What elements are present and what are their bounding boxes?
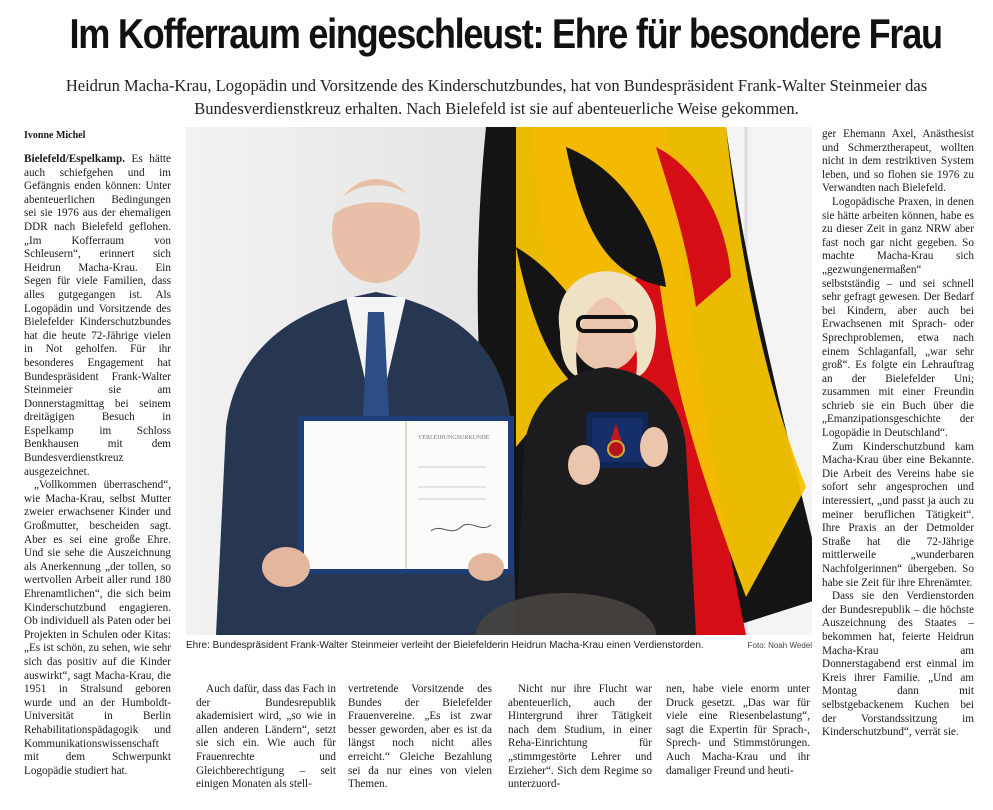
article-headline: Im Kofferraum eingeschleust: Ehre für besondere Frau [69, 10, 942, 57]
caption-text: Ehre: Bundespräsident Frank-Walter Steinmeier verleiht der Bielefelderin Heidrun Macha-Krau einen Verdienstorden. [186, 640, 704, 651]
article-photo [186, 127, 812, 635]
certificate-heading: VERLEIHUNGSURKUNDE [418, 435, 490, 441]
paragraph [24, 153, 171, 479]
article-subline: Heidrun Macha-Krau, Logopädin und Vorsitzende des Kinderschutzbundes, hat von Bundespräsident Frank-Walter Steinmeier das Bundesverdienstkreuz erhalten. Nach Bielefeld ist sie auf abenteuerliche Weise gekommen. [65, 76, 928, 118]
column-6 [822, 128, 974, 798]
column-2 [196, 683, 336, 792]
paragraph: Logopädische Praxen, in denen sie hätte arbeiten können, habe es zu dieser Zeit in ganz NRW aber fast noch gar nicht gegeben. So machte Macha-Krau sich „gezwungenermaßen“ selbstständig – und sei schnell sehr gefragt gewesen. Der Bedarf bei Kindern, aber auch bei Erwachsenen mit Sprach- oder Sprechproblemen, etwa nach einem Schlaganfall, „war sehr groß“. Es folgte ein Lehrauftrag an der Bielefelder Uni; zusammen mit einer Freundin schrieb sie ein Buch über die „Emanzipationsgeschichte der Logopädie in Deutschland“. [822, 195, 974, 440]
column-5 [666, 683, 810, 778]
paragraph: Dass sie den Verdienstorden der Bundesrepublik – die höchste Auszeichnung des Staates – bekommen hat, feierte Heidrun Macha-Krau am Donnerstagabend erst einmal im Kreis ihrer Familie. „Und am Montag dann mit selbstgebackenem Kuchen bei der Vorstandssitzung im Kinderschutzbund“, verrät sie. [822, 590, 974, 739]
column-1 [24, 153, 171, 793]
photo-caption [186, 640, 812, 651]
paragraph: Zum Kinderschutzbund kam Macha-Krau über eine Bekannte. Die Arbeit des Vereins habe sie sofort sehr angesprochen und interessiert, „und passt ja auch zu meiner beruflichen Tätigkeit“. Ihre Praxis an der Detmolder Straße hat die 72-Jährige mittlerweile „wunderbaren Nachfolgerinnen“ übergeben. So habe sie Zeit für ihre Ehrenämter. [822, 440, 974, 589]
paragraph: ger Ehemann Axel, Anästhesist und Schmerztherapeut, wollten nicht in dem restriktiven System leben, und so flohen sie 1976 zu Verwandten nach Bielefeld. [822, 128, 974, 195]
paragraph: nen, habe viele enorm unter Druck gesetzt. „Das war für viele eine Riesenbelastung“, sagt die Expertin für Sprach-, Sprech- und Stimmstörungen. Auch Macha-Krau und ihr damaliger Freund und heuti- [666, 683, 810, 777]
column-3 [348, 683, 492, 792]
paragraph: Auch dafür, dass das Fach in der Bundesrepublik akademisiert wird, „so wie in allen anderen Ländern“, setzt sie sich ein. Wie auch für Frauenrechte und Gleichberechtigung – seit einigen Monaten als stell- [196, 683, 336, 791]
paragraph: vertretende Vorsitzende des Bundes der Bielefelder Frauenvereine. „Es ist zwar besser geworden, aber es ist da längst noch nicht alles erreicht.“ Gleiche Bezahlung sei da nur eines von vielen Themen. [348, 683, 492, 791]
dateline: Bielefeld/Espelkamp. [24, 153, 126, 165]
paragraph: Nicht nur ihre Flucht war abenteuerlich, auch der Hintergrund ihrer Tätigkeit nach dem Studium, in einer Reha-Einrichtung für „stimmgestörte Lehrer und Erzieher“. Sich dem Regime so unterzuord- [508, 683, 652, 791]
paragraph: „Vollkommen überraschend“, wie Macha-Krau, selbst Mutter zweier erwachsener Kinder und Großmutter, bescheiden sagt. Aber es sei eine große Ehre. Und sie sehe die Auszeichnung als Anerkennung „der tollen, so wertvollen Arbeit aller rund 180 Ehrenamtlichen“, die sich beim Kinderschutzbund engagieren. Ob individuell als Paten oder bei Projekten in Schulen oder Kitas: „Es ist schön, zu sehen, wie sehr sich das positiv auf die Kinder auswirkt“, sagt Macha-Krau, die 1951 in Stralsund geboren wurde und an der Humboldt-Universität in Berlin Rehabilitationspädagogik und Kommunikationswissenschaft mit dem Schwerpunkt Logopädie studiert hat. [24, 479, 171, 777]
author-byline: Ivonne Michel [24, 130, 86, 141]
column-4 [508, 683, 652, 792]
paragraph-text: Es hätte auch schiefgehen und im Gefängnis enden können: Unter abenteuerlichen Bedingungen sei sie 1976 aus der ehemaligen DDR nach Bielefeld geflohen. „Im Kofferraum von Schleusern“, erinnert sich Heidrun Macha-Krau. Ein Segen für viele Familien, dass alles gutgegangen ist. Als Logopädin und Vorsitzende des Bielefelder Kinderschutzbundes hat die heute 72-Jährige vielen in Not geholfen. Für ihr besonderes Engagement hat Bundespräsident Frank-Walter Steinmeier sie am Donnerstagmittag bei seinem dreitägigen Besuch in Espelkamp im Schloss Benkhausen mit dem Bundesverdienstkreuz ausgezeichnet. [24, 153, 171, 478]
photo-credit: Foto: Noah Wedel [747, 641, 812, 650]
